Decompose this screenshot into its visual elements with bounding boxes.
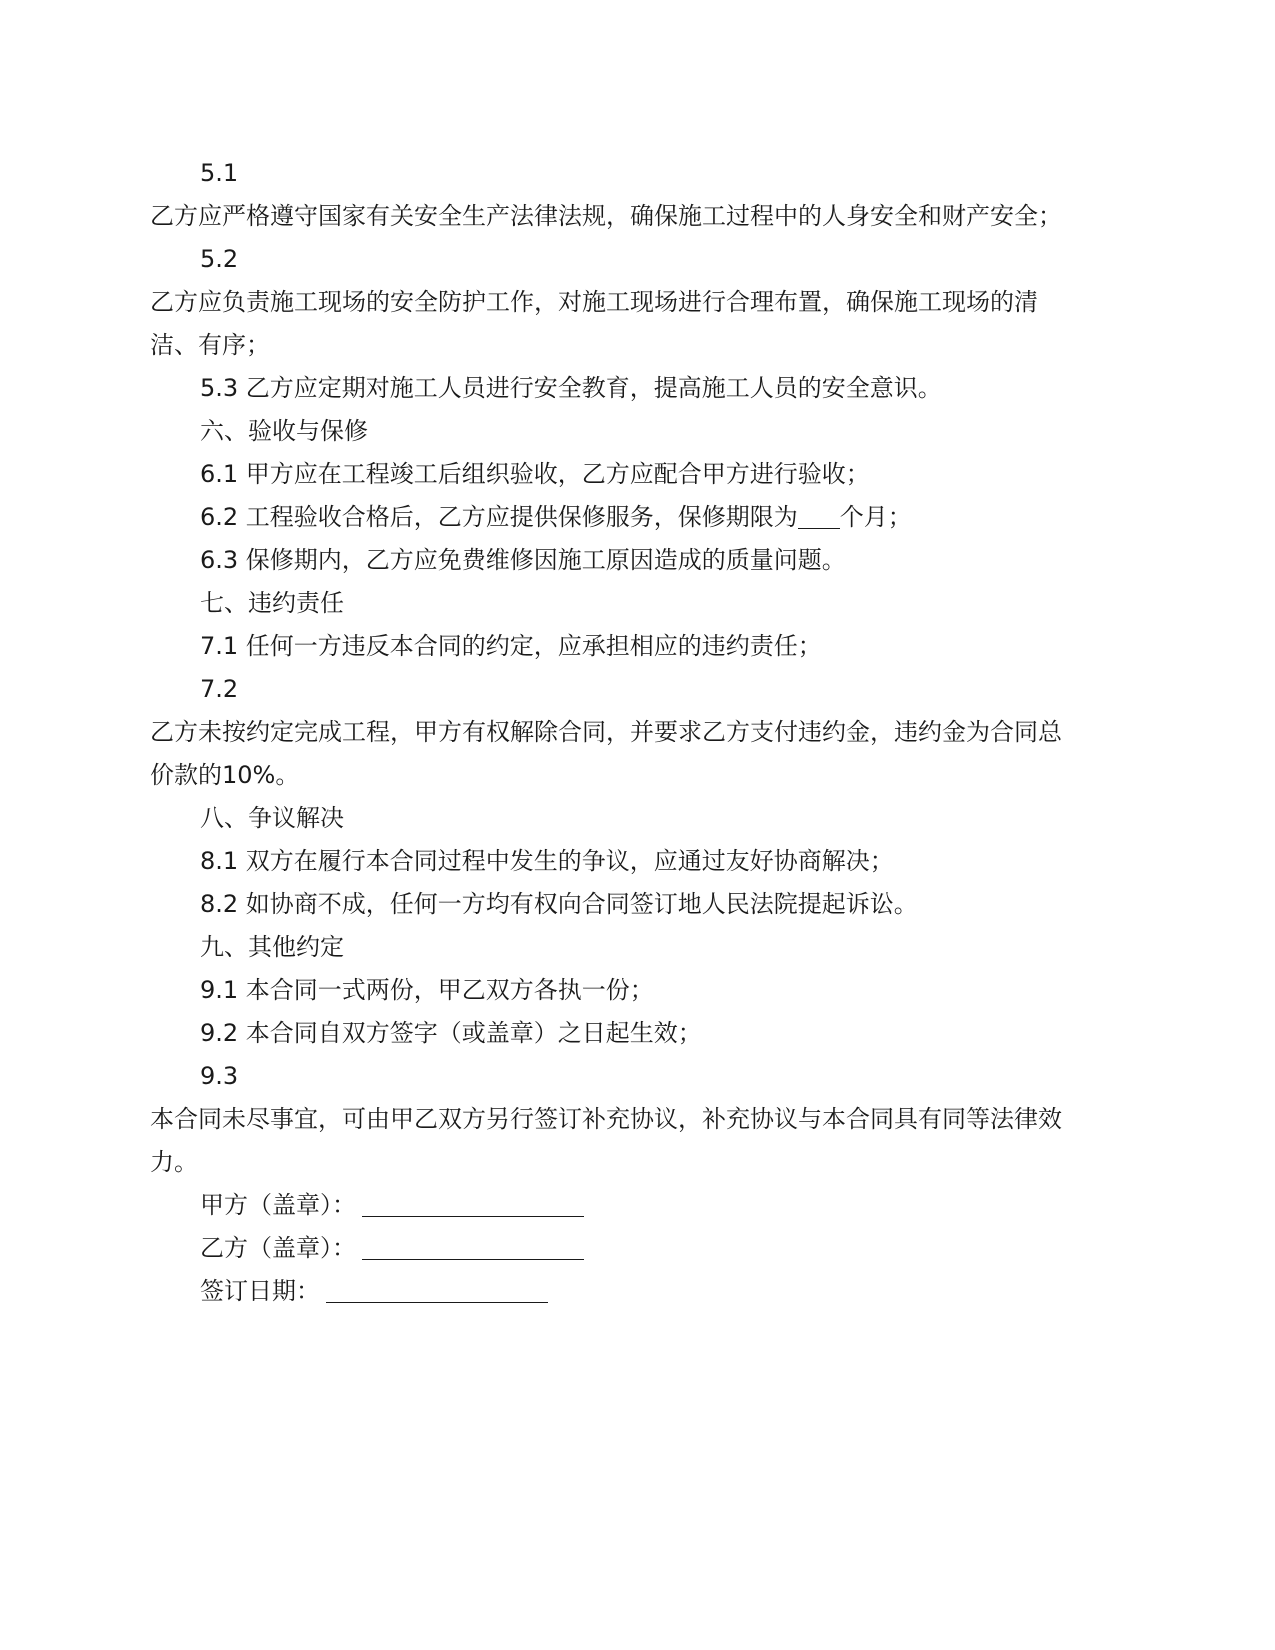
- section-heading-9: 九、其他约定: [200, 933, 344, 961]
- clause-6-2-text-after: 个月；: [839, 503, 912, 531]
- party-b-signature-line: [362, 1233, 584, 1260]
- section-heading-8: 八、争议解决: [200, 804, 344, 832]
- clause-5-2-number: 5.2: [200, 245, 239, 273]
- clause-9-3-text: 本合同未尽事宜，可由甲乙双方另行签订补充协议，补充协议与本合同具有同等法律效力。: [150, 1105, 1062, 1176]
- clause-6-1: 6.1 甲方应在工程竣工后组织验收，乙方应配合甲方进行验收；: [200, 460, 870, 488]
- clause-7-1: 7.1 任何一方违反本合同的约定，应承担相应的违约责任；: [200, 632, 822, 660]
- section-heading-7: 七、违约责任: [200, 589, 344, 617]
- clause-6-2: [150, 496, 1130, 539]
- party-a-signature-line: [362, 1190, 584, 1217]
- section-heading-6: 六、验收与保修: [200, 417, 368, 445]
- clause-7-2-number: 7.2: [200, 675, 239, 703]
- contract-body: [150, 152, 1130, 1313]
- clause-9-1: 9.1 本合同一式两份，甲乙双方各执一份；: [200, 976, 654, 1004]
- sign-date-line: [326, 1276, 548, 1303]
- signature-date: [150, 1270, 1130, 1313]
- signature-party-b: [150, 1227, 1130, 1270]
- clause-8-1: 8.1 双方在履行本合同过程中发生的争议，应通过友好协商解决；: [200, 847, 894, 875]
- clause-9-2: 9.2 本合同自双方签字（或盖章）之日起生效；: [200, 1019, 702, 1047]
- clause-5-2-text: 乙方应负责施工现场的安全防护工作，对施工现场进行合理布置，确保施工现场的清洁、有序；: [150, 288, 1038, 359]
- clause-5-3: 5.3 乙方应定期对施工人员进行安全教育，提高施工人员的安全意识。: [200, 374, 942, 402]
- clause-8-2: 8.2 如协商不成，任何一方均有权向合同签订地人民法院提起诉讼。: [200, 890, 918, 918]
- sign-date-label: 签订日期：: [200, 1277, 320, 1305]
- signature-party-a: [150, 1184, 1130, 1227]
- clause-9-3-number: 9.3: [200, 1062, 239, 1090]
- party-b-label: 乙方（盖章）：: [200, 1234, 356, 1262]
- clause-7-2-text: 乙方未按约定完成工程，甲方有权解除合同，并要求乙方支付违约金，违约金为合同总价款的10%。: [150, 718, 1062, 789]
- clause-5-1-number: 5.1: [200, 159, 239, 187]
- clause-5-1-text: 乙方应严格遵守国家有关安全生产法律法规，确保施工过程中的人身安全和财产安全；: [150, 202, 1062, 230]
- warranty-months-blank: [798, 502, 840, 529]
- clause-6-2-text-before: 6.2 工程验收合格后，乙方应提供保修服务，保修期限为: [200, 503, 798, 531]
- party-a-label: 甲方（盖章）：: [200, 1191, 356, 1219]
- clause-6-3: 6.3 保修期内，乙方应免费维修因施工原因造成的质量问题。: [200, 546, 846, 574]
